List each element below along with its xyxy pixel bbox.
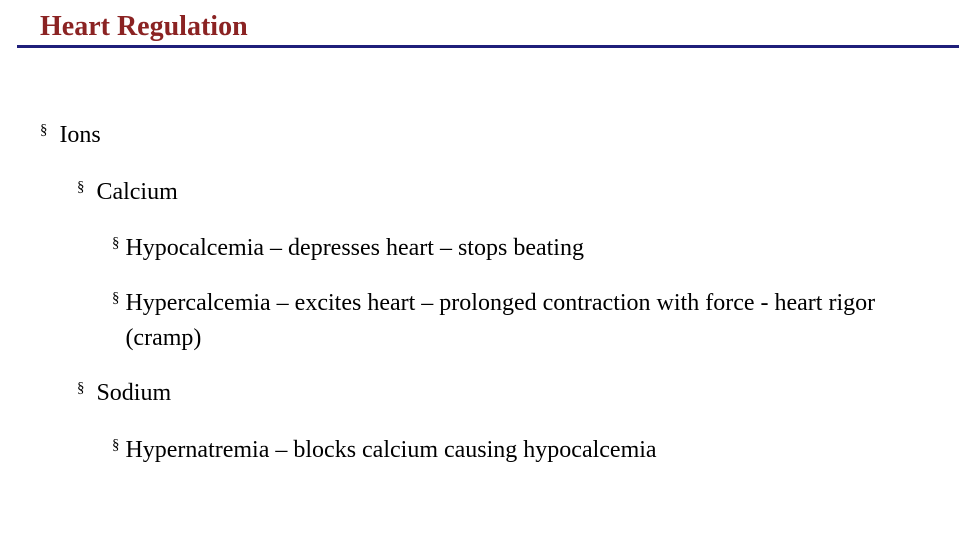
bullet-text: Calcium [96,179,178,205]
bullet-sodium [77,376,171,411]
bullet-text: Hypocalcemia – depresses heart – stops beating [125,235,584,261]
bullet-text: Hypercalcemia – excites heart – prolonged contraction with force - heart rigor (cramp) [125,290,876,351]
square-bullet-icon: § [40,122,48,138]
bullet-text: Sodium [96,380,172,406]
bullet-text: Ions [59,122,101,148]
bullet-hypercalcemia [112,286,902,356]
bullet-hypocalcemia [112,231,902,266]
bullet-text: Hypernatremia – blocks calcium causing hypocalcemia [125,437,657,463]
bullet-ions [40,118,101,153]
square-bullet-icon: § [77,179,85,195]
square-bullet-icon: § [112,235,120,251]
square-bullet-icon: § [77,380,85,396]
bullet-calcium [77,175,178,210]
square-bullet-icon: § [112,290,120,306]
title-underline [17,45,959,48]
square-bullet-icon: § [112,437,120,453]
bullet-hypernatremia [112,433,902,468]
slide-title: Heart Regulation [40,11,248,42]
